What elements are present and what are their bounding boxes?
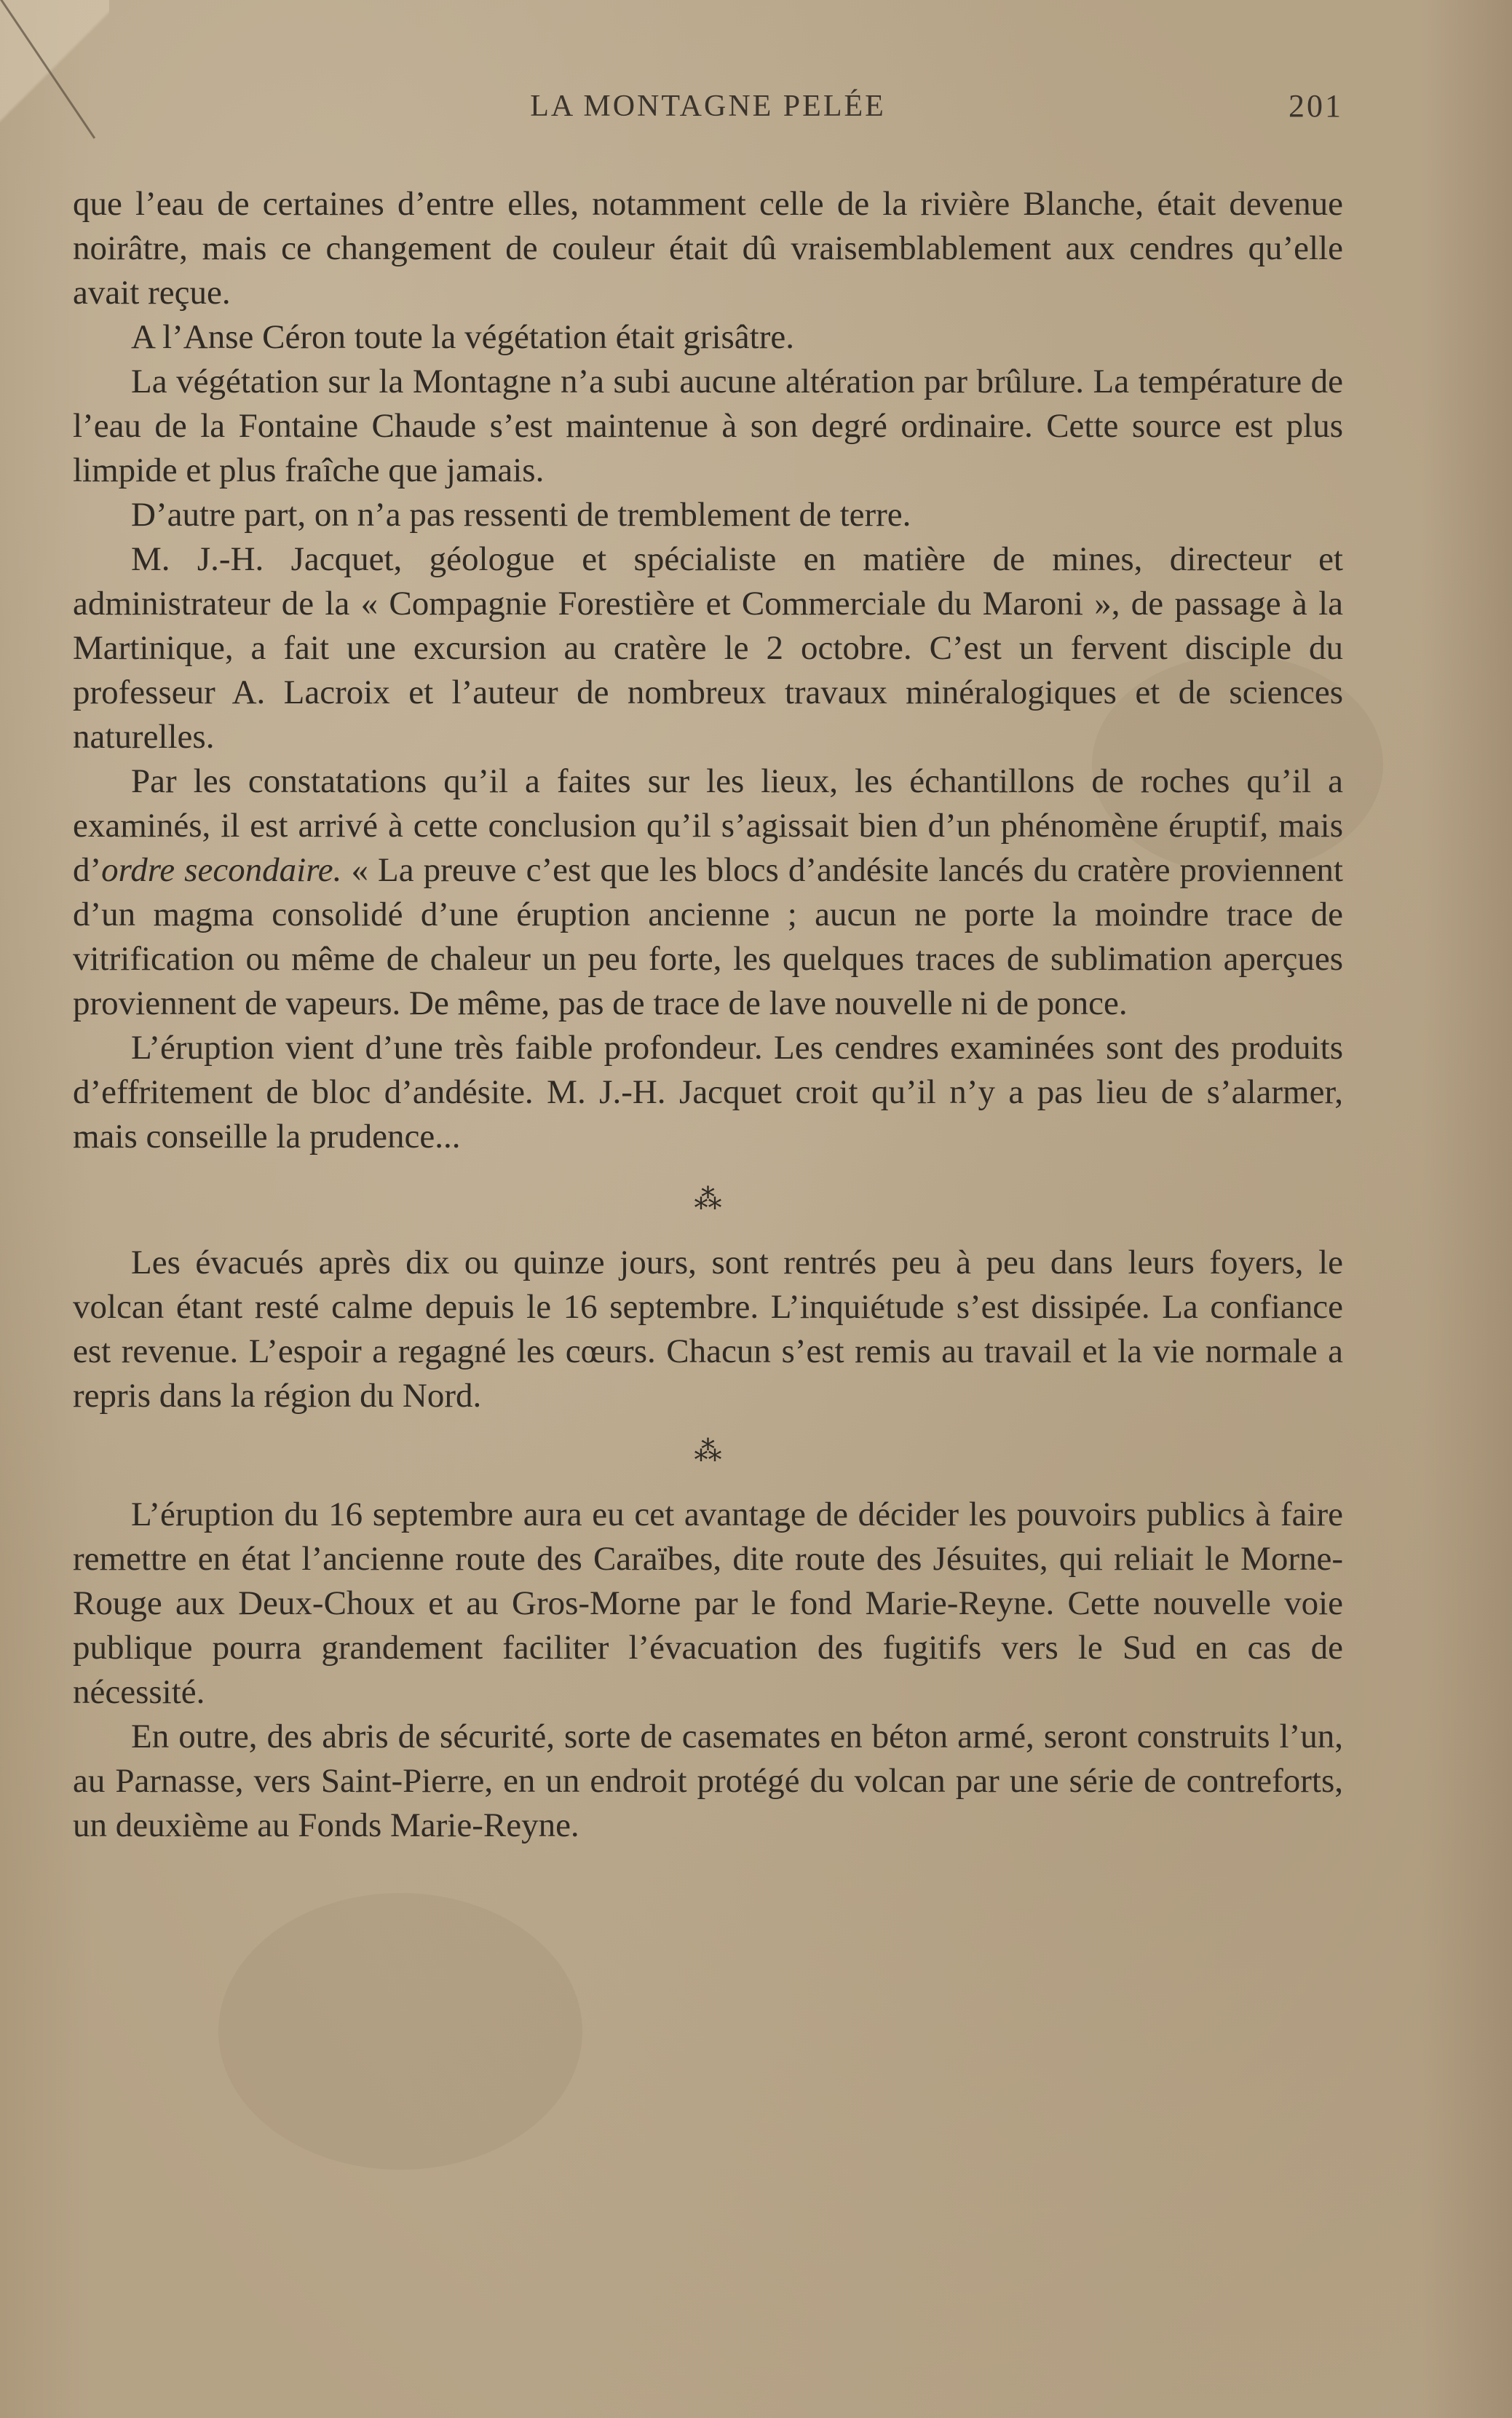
paragraph: L’éruption du 16 septembre aura eu cet avantage de décider les pouvoirs publics à faire remettre en état l’ancienne route des Caraïbes, dite route des Jésuites, qui reliait le Morne-Rouge aux Deux-Choux et au Gros-Morne par le fond Marie-Reyne. Cette nouvelle voie publique pourra grandement faciliter l’évacuation des fugitifs vers le Sud en cas de nécessité. bbox=[73, 1496, 1343, 1711]
paragraph: que l’eau de certaines d’entre elles, notamment celle de la rivière Blanche, était devenue noirâtre, mais ce changement de couleur était dû vraisemblablement aux cendres qu’elle avait reçue. bbox=[73, 185, 1343, 312]
paper-stain bbox=[218, 1893, 582, 2170]
paragraph: D’autre part, on n’a pas ressenti de tremblement de terre. bbox=[131, 496, 911, 534]
paragraph bbox=[73, 759, 1343, 1026]
paragraph: La végétation sur la Montagne n’a subi aucune altération par brûlure. La température de l’eau de la Fontaine Chaude s’est maintenue à son degré ordinaire. Cette source est plus limpide et plus fraîche que jamais. bbox=[73, 363, 1343, 489]
asterism-icon: ⁂ bbox=[694, 1435, 722, 1467]
asterism-icon: ⁂ bbox=[694, 1183, 722, 1215]
paragraph-text: Par les constatations qu’il a faites sur les lieux, les échantillons de roches qu’il a examinés, il est arrivé à cette conclusion qu’il s’agissait bien d’un phénomène éruptif, mais d’ bbox=[73, 762, 1343, 889]
section-3 bbox=[73, 1493, 1343, 1848]
running-title: LA MONTAGNE PELÉE bbox=[530, 90, 886, 123]
section-1 bbox=[73, 182, 1343, 1159]
italic-phrase: ordre secondaire. bbox=[101, 851, 342, 889]
section-2 bbox=[73, 1241, 1343, 1418]
section-divider bbox=[73, 1418, 1343, 1493]
paragraph: A l’Anse Céron toute la végétation était grisâtre. bbox=[131, 318, 794, 356]
paragraph: M. J.-H. Jacquet, géologue et spécialiste en matière de mines, directeur et administrateur de la « Compagnie Forestière et Commerciale du Maroni », de passage à la Martinique, a fait une excursion au cratère le 2 octobre. C’est un fervent disciple du professeur A. Lacroix et l’auteur de nombreux travaux minéralogiques et de sciences naturelles. bbox=[73, 540, 1343, 756]
paragraph: En outre, des abris de sécurité, sorte de casemates en béton armé, seront construits l’un, au Parnasse, vers Saint-Pierre, en un endroit protégé du volcan par une série de contreforts, un deuxième au Fonds Marie-Reyne. bbox=[73, 1718, 1343, 1844]
paragraph: L’éruption vient d’une très faible profondeur. Les cendres examinées sont des produits d’effritement de bloc d’andésite. M. J.-H. Jacquet croit qu’il n’y a pas lieu de s’alarmer, mais conseille la prudence... bbox=[73, 1029, 1343, 1155]
paragraph-text: « La preuve c’est que les blocs d’andésite lancés du cratère proviennent d’un magma consolidé d’une éruption ancienne ; aucun ne porte la moindre trace de vitrification ou même de chaleur un peu forte, les quelques traces de sublimation aperçues proviennent de vapeurs. De même, pas de trace de lave nouvelle ni de ponce. bbox=[73, 851, 1343, 1022]
section-divider bbox=[73, 1166, 1343, 1241]
paragraph: Les évacués après dix ou quinze jours, sont rentrés peu à peu dans leurs foyers, le volcan étant resté calme depuis le 16 septembre. L’inquiétude s’est dissipée. La confiance est revenue. L’espoir a regagné les cœurs. Chacun s’est remis au travail et la vie normale a repris dans la région du Nord. bbox=[73, 1244, 1343, 1415]
page-header bbox=[73, 82, 1343, 140]
page-number: 201 bbox=[1289, 88, 1343, 124]
page-body bbox=[73, 182, 1343, 1848]
